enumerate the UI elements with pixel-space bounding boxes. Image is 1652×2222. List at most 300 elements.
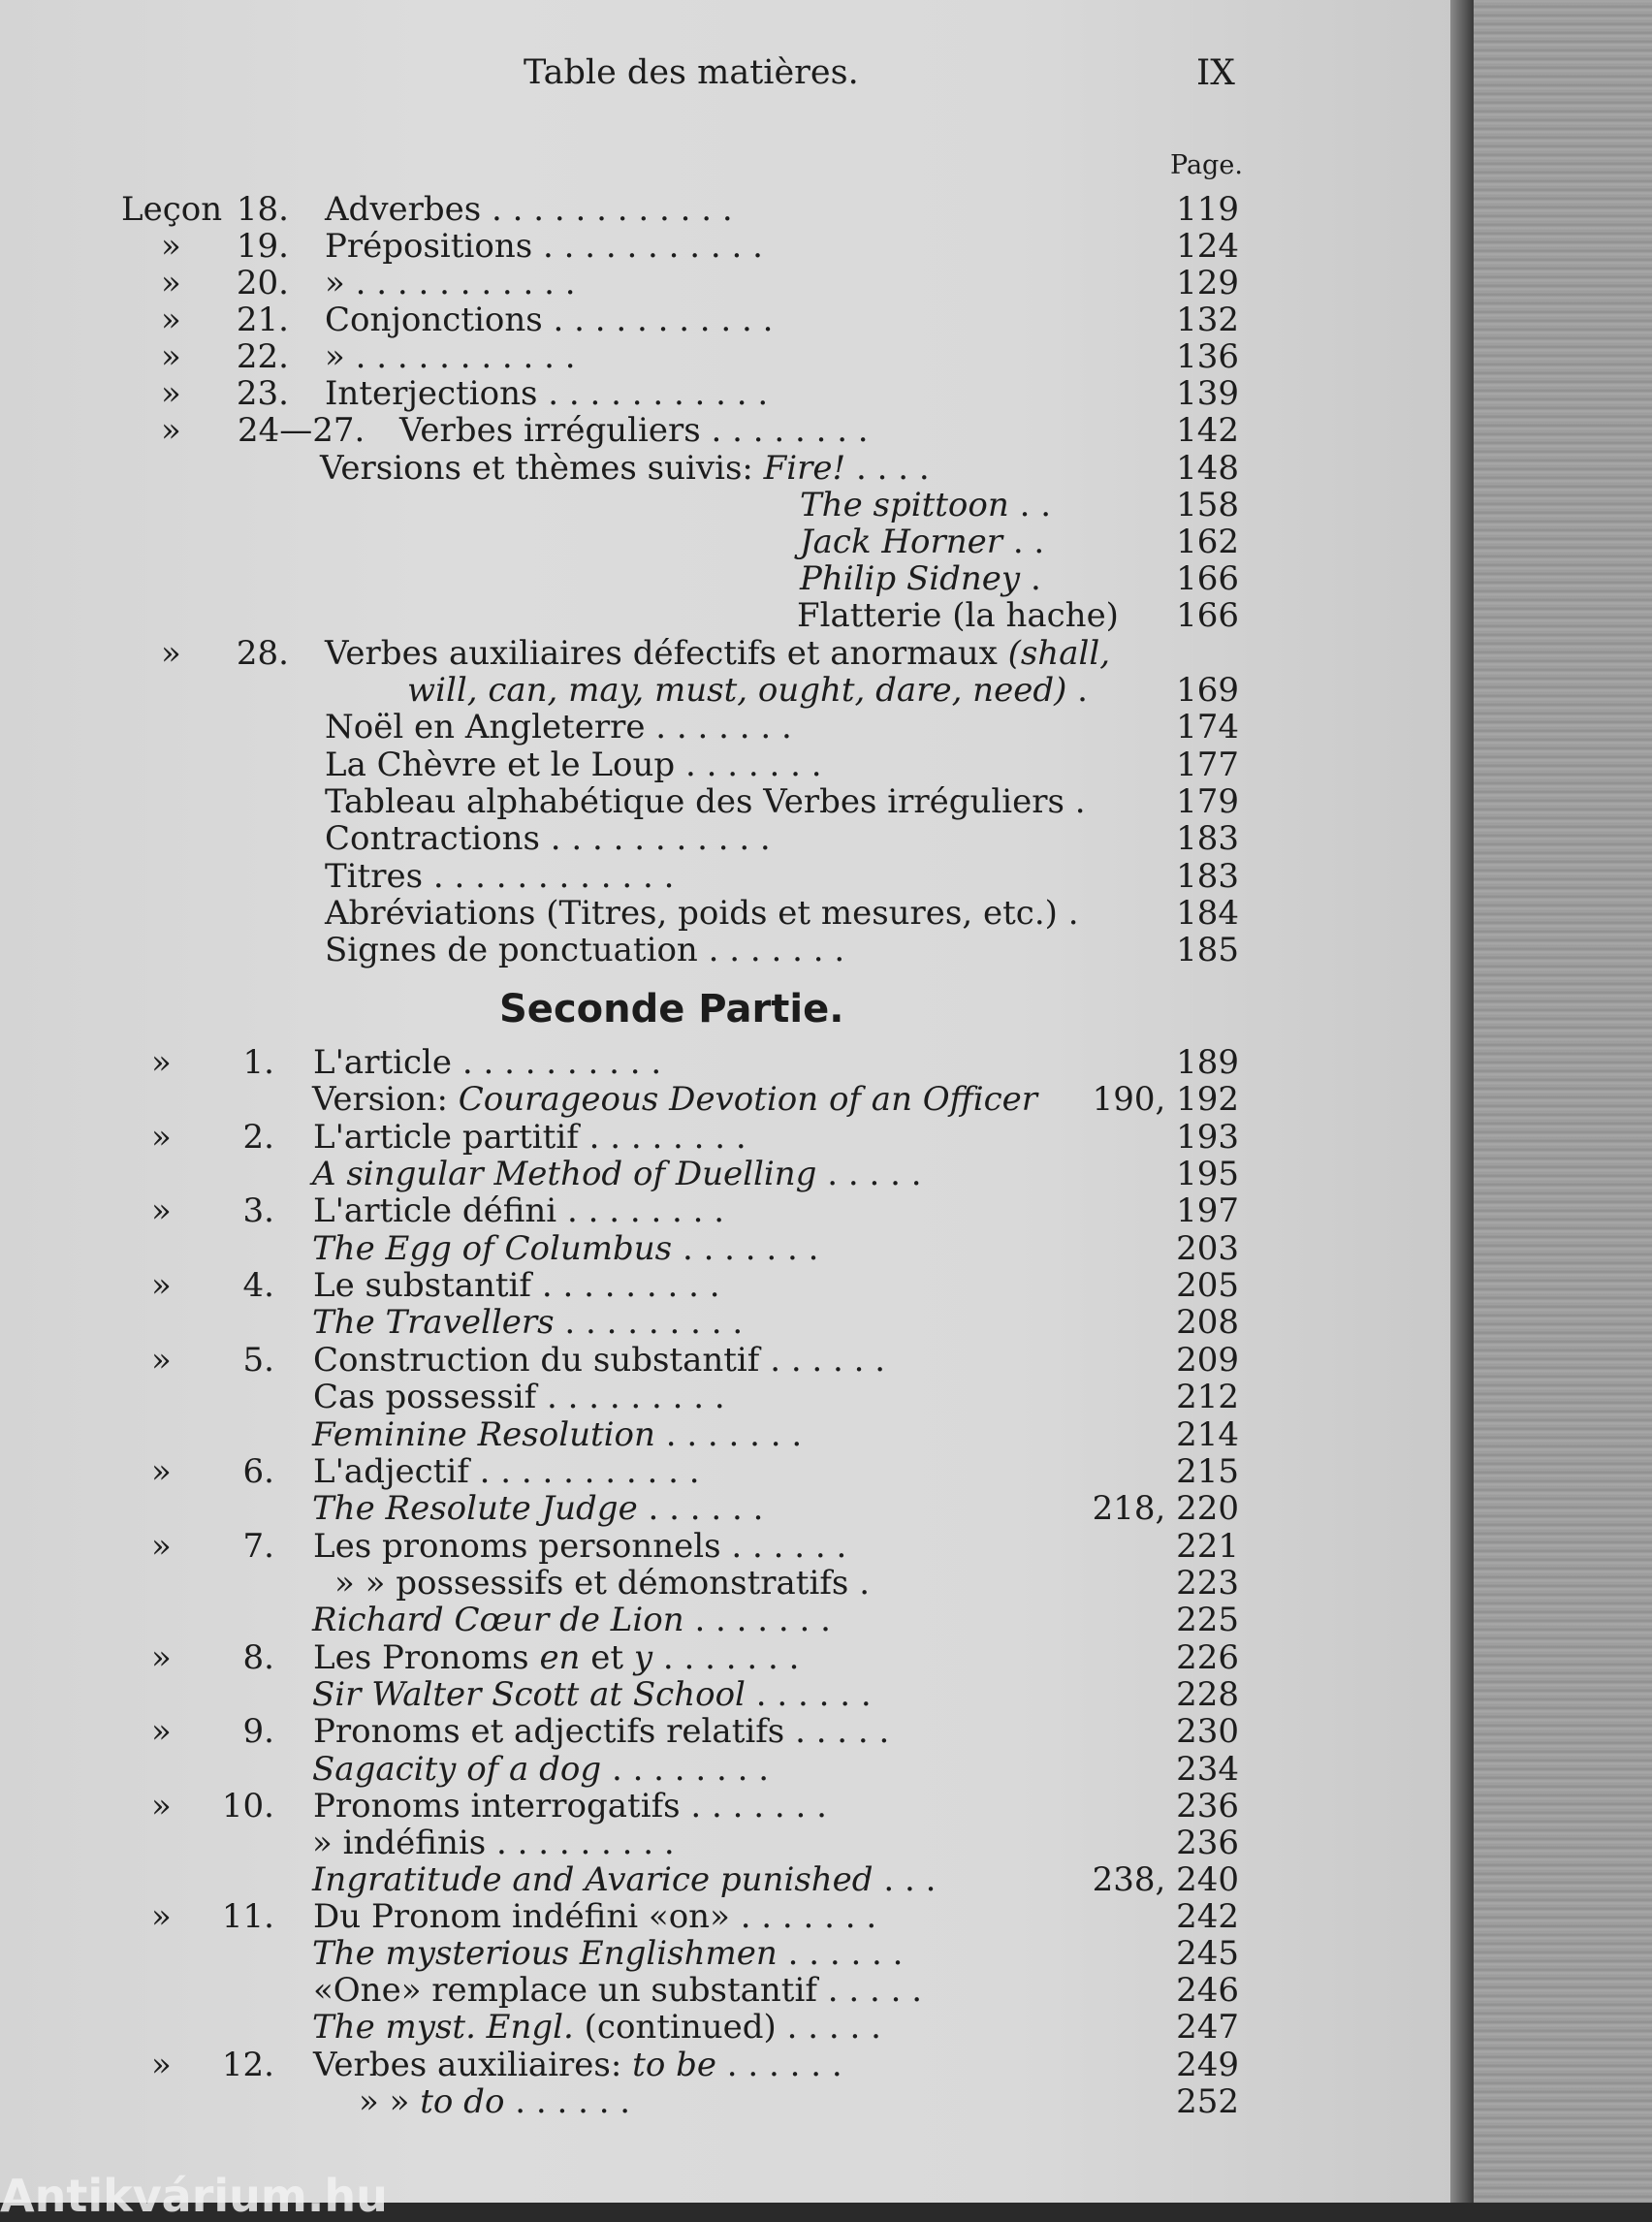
toc-entry-text (800, 560, 1041, 597)
toc-row (0, 1156, 1454, 1192)
leader-dots: . (1077, 671, 1088, 710)
toc-row (0, 524, 1454, 560)
leader-dots: . . . . . . . . (611, 1750, 770, 1789)
toc-page-number: 183 (1176, 819, 1239, 858)
toc-entry-label: Du Pronom indéfini «on» (313, 1897, 730, 1936)
toc-entry-label: Construction du substantif (313, 1341, 760, 1380)
toc-entry-label: L'article (313, 1043, 453, 1082)
toc-row (0, 2009, 1454, 2046)
toc-entry-text (325, 858, 674, 895)
leader-dots: . . . . . . (648, 1489, 764, 1528)
toc-entry-label: Tableau alphabétique des Verbes irréguliers (325, 782, 1064, 821)
toc-page-number: 184 (1176, 894, 1239, 933)
toc-entry-text (313, 1713, 889, 1750)
toc-row (0, 1490, 1454, 1527)
toc-entry-text (312, 1230, 818, 1267)
leader-dots: . . . . . . (787, 1934, 904, 1973)
toc-marker: » (161, 411, 181, 450)
toc-entry-italic: Sagacity of a dog (312, 1750, 602, 1789)
toc-lesson-number: 9. (242, 1712, 274, 1751)
toc-marker: » (151, 1527, 172, 1566)
toc-entry-label: (continued) (584, 2008, 777, 2047)
toc-row (0, 487, 1454, 524)
leader-dots: . . . . . (795, 1712, 890, 1751)
page-column-label: Page. (1170, 150, 1243, 180)
toc-marker: » (151, 1266, 172, 1305)
toc-row (0, 1751, 1454, 1788)
toc-entry-text (312, 1825, 675, 1861)
toc-page-number: 185 (1176, 931, 1239, 969)
toc-entry-label: L'article partitif (313, 1118, 579, 1157)
toc-entry-text (313, 1379, 725, 1415)
toc-page-number: 197 (1176, 1191, 1239, 1230)
toc-entry-text (312, 1861, 936, 1898)
toc-entry-label: Interjections (325, 374, 538, 413)
leader-dots: . . . . . . (726, 2046, 842, 2084)
watermark: Antikvárium.hu (0, 2170, 388, 2222)
toc-entry-label: Adverbes (325, 190, 482, 229)
toc-page-number: 169 (1176, 671, 1239, 710)
toc-lesson-number: 20. (236, 264, 289, 302)
toc-entry-text (313, 1639, 799, 1676)
toc-row (0, 895, 1454, 932)
toc-entry-label: Les Pronoms (313, 1638, 529, 1677)
toc-row (0, 672, 1454, 709)
toc-entry-italic: will, can, may, must, ought, dare, need) (407, 671, 1067, 710)
toc-entry-text (325, 302, 773, 338)
leader-dots: . . . . . . . (690, 1787, 827, 1825)
page-number: IX (1196, 53, 1235, 93)
toc-entry-text (312, 1304, 743, 1341)
toc-entry-text (313, 1788, 827, 1825)
leader-dots: . . . . . . . (694, 1601, 831, 1639)
toc-row (0, 597, 1454, 634)
toc-page-number: 189 (1176, 1043, 1239, 1082)
toc-row (0, 1416, 1454, 1453)
toc-row (0, 1192, 1454, 1229)
toc-marker: » (151, 1452, 172, 1491)
toc-marker: » (161, 227, 181, 266)
leader-dots: . . . . . . . . . . . . (432, 857, 675, 896)
leader-dots: . . . . (856, 449, 930, 488)
toc-row (0, 412, 1454, 449)
toc-row (0, 1602, 1454, 1638)
leader-dots: . . . . . . . . . (541, 1266, 720, 1305)
toc-page-number: 228 (1176, 1675, 1239, 1714)
toc-entry-italic: (shall, (1007, 634, 1111, 673)
toc-row (0, 1788, 1454, 1825)
toc-row (0, 1119, 1454, 1156)
toc-entry-text (313, 1898, 876, 1935)
toc-entry-text (313, 2047, 842, 2083)
toc-entry-label: L'article défini (313, 1191, 557, 1230)
leader-dots: . . . . . . (731, 1527, 847, 1566)
toc-lesson-number: 28. (236, 634, 289, 673)
toc-page-number: 139 (1176, 374, 1239, 413)
leader-dots: . . . . . . . (662, 1638, 800, 1677)
toc-marker: » (161, 337, 181, 376)
toc-page-number: 124 (1176, 227, 1239, 266)
toc-page-number: 183 (1176, 857, 1239, 896)
toc-marker: » (151, 1712, 172, 1751)
toc-lesson-number: 2. (242, 1118, 274, 1157)
toc-lesson-number: 21. (236, 301, 289, 339)
toc-row (0, 1825, 1454, 1861)
toc-entry-italic: Jack Horner (800, 523, 1002, 561)
toc-row (0, 2047, 1454, 2083)
toc-entry-italic: Courageous Devotion of an Officer (458, 1080, 1038, 1119)
toc-entry-text (312, 1081, 1037, 1118)
toc-entry-text (325, 746, 822, 783)
toc-lesson-number: 5. (242, 1341, 274, 1380)
toc-entry-text (312, 1751, 769, 1788)
toc-lesson-number: 10. (221, 1787, 274, 1825)
toc-lesson-number: 23. (236, 374, 289, 413)
toc-lesson-number: 11. (221, 1897, 274, 1936)
leader-dots: . . . . . . . . . (564, 1303, 744, 1342)
toc-entry-italic: Feminine Resolution (312, 1415, 655, 1454)
toc-page-number: 190, 192 (1092, 1080, 1239, 1119)
toc-entry-text (800, 487, 1051, 524)
toc-page-number: 177 (1176, 746, 1239, 784)
toc-row (0, 783, 1454, 820)
toc-entry-text (313, 1119, 747, 1156)
toc-page-number: 166 (1176, 559, 1239, 598)
toc-entry-label: » indéfinis (312, 1824, 487, 1862)
toc-entry-italic: Richard Cœur de Lion (312, 1601, 684, 1639)
toc-page-number: 129 (1176, 264, 1239, 302)
toc-entry-text (399, 412, 869, 449)
leader-dots: . . (1012, 523, 1045, 561)
leader-dots: . (1067, 894, 1079, 933)
toc-marker: » (151, 1191, 172, 1230)
toc-page-number: 242 (1176, 1897, 1239, 1936)
toc-marker: » (161, 634, 181, 673)
toc-page-number: 208 (1176, 1303, 1239, 1342)
toc-entry-label: et (590, 1638, 624, 1677)
toc-lesson-number: 22. (236, 337, 289, 376)
leader-dots: . . . . . . . . . (546, 1378, 725, 1416)
toc-row (0, 191, 1454, 228)
page-header-title: Table des matières. (524, 53, 859, 92)
toc-entry-text (325, 820, 771, 857)
toc-page-number: 221 (1176, 1527, 1239, 1566)
toc-page-number: 230 (1176, 1712, 1239, 1751)
toc-entry-label: Abréviations (Titres, poids et mesures, etc.) (325, 894, 1058, 933)
toc-row (0, 1676, 1454, 1713)
toc-row (0, 228, 1454, 265)
toc-entry-text (312, 1416, 802, 1453)
toc-page-number: 119 (1176, 190, 1239, 229)
toc-entry-text (325, 338, 576, 375)
leader-dots: . (859, 1564, 870, 1603)
toc-row (0, 1528, 1454, 1565)
toc-entry-italic: The myst. Engl. (312, 2008, 574, 2047)
toc-row (0, 1565, 1454, 1602)
toc-entry-label: Flatterie (la hache) (797, 596, 1119, 635)
toc-entry-text (313, 1528, 846, 1565)
leader-dots: . . . . . . (755, 1675, 872, 1714)
toc-marker: » (151, 1638, 172, 1677)
toc-lesson-number: 4. (242, 1266, 274, 1305)
toc-row (0, 1044, 1454, 1081)
toc-entry-text (312, 1490, 763, 1527)
leader-dots: . . . . . . . . . . . (548, 374, 769, 413)
toc-entry-text (325, 932, 844, 968)
leader-dots: . . . . . . . (655, 708, 792, 746)
toc-page-number: 214 (1176, 1415, 1239, 1454)
toc-entry-italic: Philip Sidney (800, 559, 1021, 598)
toc-entry-italic: Sir Walter Scott at School (312, 1675, 746, 1714)
leader-dots: . . . . . (786, 2008, 881, 2047)
toc-marker: » (161, 264, 181, 302)
toc-row (0, 1342, 1454, 1379)
leader-dots: . . (1019, 486, 1052, 524)
toc-page-number: 142 (1176, 411, 1239, 450)
leader-dots: . (1074, 782, 1086, 821)
toc-row (0, 932, 1454, 968)
toc-page-number: 209 (1176, 1341, 1239, 1380)
toc-entry-label: Pronoms et adjectifs relatifs (313, 1712, 785, 1751)
toc-entry-label: » (325, 337, 345, 376)
toc-page-number: 212 (1176, 1378, 1239, 1416)
toc-entry-text (325, 228, 763, 265)
toc-lesson-number: 7. (242, 1527, 274, 1566)
toc-entry-label: Contractions (325, 819, 540, 858)
toc-entry-text (325, 265, 576, 302)
toc-page-number: 223 (1176, 1564, 1239, 1603)
toc-lesson-number: 3. (242, 1191, 274, 1230)
toc-row (0, 1267, 1454, 1304)
toc-entry-italic: y (633, 1638, 653, 1677)
toc-page-number: 218, 220 (1092, 1489, 1239, 1528)
leader-dots: . . . . . . (770, 1341, 886, 1380)
toc-page-number: 245 (1176, 1934, 1239, 1973)
toc-marker: » (161, 374, 181, 413)
leader-dots: . . . . . . (515, 2082, 631, 2121)
toc-entry-italic: Ingratitude and Avarice punished (312, 1860, 874, 1899)
toc-entry-label: Titres (325, 857, 424, 896)
toc-entry-label: Cas possessif (313, 1378, 537, 1416)
toc-entry-label: Les pronoms personnels (313, 1527, 721, 1566)
toc-entry-label: Le substantif (313, 1266, 532, 1305)
toc-page-number: 136 (1176, 337, 1239, 376)
toc-entry-text (313, 1972, 922, 2009)
toc-entry-label: La Chèvre et le Loup (325, 746, 676, 784)
leader-dots: . . . . . . . . . . . (355, 337, 576, 376)
toc-page-number: 193 (1176, 1118, 1239, 1157)
leader-dots: . . . . . . . . (711, 411, 869, 450)
toc-page-number: 166 (1176, 596, 1239, 635)
toc-lesson-number: 8. (242, 1638, 274, 1677)
leader-dots: . . . . . . . (665, 1415, 803, 1454)
toc-page-number: 132 (1176, 301, 1239, 339)
toc-entry-label: Pronoms interrogatifs (313, 1787, 681, 1825)
toc-row (0, 1379, 1454, 1415)
toc-row (0, 1639, 1454, 1676)
toc-page-number: 247 (1176, 2008, 1239, 2047)
toc-entry-text (312, 1602, 831, 1638)
leader-dots: . . . (883, 1860, 937, 1899)
toc-entry-text (312, 1156, 922, 1192)
leader-dots: . . . . . . . (685, 746, 822, 784)
toc-row (0, 1935, 1454, 1972)
toc-entry-label: Conjonctions (325, 301, 543, 339)
leader-dots: . (1030, 559, 1041, 598)
toc-row (0, 450, 1454, 487)
leader-dots: . . . . . . . . . . . (542, 227, 763, 266)
leader-dots: . . . . . . . . (566, 1191, 725, 1230)
toc-entry-italic: The mysterious Englishmen (312, 1934, 778, 1973)
toc-row (0, 1453, 1454, 1490)
toc-entry-text (325, 709, 792, 746)
background-surface (1474, 0, 1652, 2203)
toc-row (0, 635, 1454, 672)
toc-lesson-number: 6. (242, 1452, 274, 1491)
toc-entry-label: Noël en Angleterre (325, 708, 646, 746)
toc-row (0, 302, 1454, 338)
toc-marker: Leçon (121, 190, 223, 229)
toc-entry-text (800, 524, 1044, 560)
toc-entry-text (325, 635, 1110, 672)
leader-dots: . . . . . (827, 1971, 923, 2010)
leader-dots: . . . . . (827, 1155, 922, 1193)
toc-entry-label: L'adjectif (313, 1452, 469, 1491)
toc-page-number: 203 (1176, 1229, 1239, 1268)
toc-page-number: 174 (1176, 708, 1239, 746)
toc-page-number: 236 (1176, 1787, 1239, 1825)
toc-entry-text (325, 783, 1086, 820)
toc-entry-text (313, 1342, 885, 1379)
toc-page-number: 249 (1176, 2046, 1239, 2084)
leader-dots: . . . . . . . . . . (461, 1043, 662, 1082)
toc-marker: » (151, 1043, 172, 1082)
toc-entry-label: Signes de ponctuation (325, 931, 698, 969)
toc-page-number: 252 (1176, 2082, 1239, 2121)
toc-entry-italic: The Resolute Judge (312, 1489, 638, 1528)
toc-page-number: 246 (1176, 1971, 1239, 2010)
toc-entry-text (313, 1453, 700, 1490)
toc-lesson-number: 18. (236, 190, 289, 229)
toc-entry-label: Verbes irréguliers (399, 411, 701, 450)
toc-marker: » (151, 2046, 172, 2084)
toc-entry-label: » (325, 264, 345, 302)
toc-marker: » (151, 1341, 172, 1380)
toc-page-number: 158 (1176, 486, 1239, 524)
toc-page-number: 225 (1176, 1601, 1239, 1639)
toc-entry-label: Verbes auxiliaires: (313, 2046, 622, 2084)
toc-entry-text (312, 1935, 903, 1972)
toc-entry-italic: to do (420, 2082, 505, 2121)
toc-entry-italic: Fire! (763, 449, 846, 488)
toc-entry-label: » » possessifs et démonstratifs (334, 1564, 849, 1603)
toc-row (0, 746, 1454, 783)
leader-dots: . . . . . . . . . . . . (492, 190, 733, 229)
toc-entry-text (334, 1565, 870, 1602)
toc-entry-label: Versions et thèmes suivis: (320, 449, 753, 488)
toc-row (0, 709, 1454, 746)
toc-row (0, 560, 1454, 597)
toc-entry-text (313, 1044, 661, 1081)
toc-entry-italic: en (539, 1638, 581, 1677)
toc-row (0, 1230, 1454, 1267)
toc-page-number: 236 (1176, 1824, 1239, 1862)
toc-entry-italic: The Egg of Columbus (312, 1229, 673, 1268)
toc-entry-label: Verbes auxiliaires défectifs et anormaux (325, 634, 998, 673)
toc-entry-label: Prépositions (325, 227, 533, 266)
toc-page-number: 148 (1176, 449, 1239, 488)
leader-dots: . . . . . . . (740, 1897, 877, 1936)
toc-page-number: 205 (1176, 1266, 1239, 1305)
toc-row (0, 820, 1454, 857)
toc-marker: » (161, 301, 181, 339)
toc-entry-text (359, 2083, 630, 2120)
toc-row (0, 1861, 1454, 1898)
toc-page-number: 215 (1176, 1452, 1239, 1491)
toc-page-number: 226 (1176, 1638, 1239, 1677)
toc-marker: » (151, 1897, 172, 1936)
toc-row (0, 858, 1454, 895)
toc-entry-label: Version: (312, 1080, 448, 1119)
toc-entry-label: «One» remplace un substantif (313, 1971, 817, 2010)
toc-row (0, 1081, 1454, 1118)
toc-row (0, 338, 1454, 375)
toc-row (0, 2083, 1454, 2120)
toc-lesson-number: 19. (236, 227, 289, 266)
toc-entry-text (407, 672, 1088, 709)
toc-page-number: 234 (1176, 1750, 1239, 1789)
toc-entry-italic: A singular Method of Duelling (312, 1155, 817, 1193)
toc-page-number: 195 (1176, 1155, 1239, 1193)
toc-row (0, 375, 1454, 412)
toc-row (0, 265, 1454, 302)
toc-page-number: 238, 240 (1092, 1860, 1239, 1899)
leader-dots: . . . . . . . (682, 1229, 819, 1268)
toc-lesson-number: 24—27. (238, 411, 365, 450)
toc-entry-italic: The Travellers (312, 1303, 555, 1342)
toc-marker: » (151, 1118, 172, 1157)
toc-entry-text (312, 1676, 872, 1713)
toc-marker: » (151, 1787, 172, 1825)
toc-row (0, 1898, 1454, 1935)
toc-entry-italic: The spittoon (800, 486, 1009, 524)
toc-entry-italic: to be (632, 2046, 716, 2084)
toc-lesson-number: 12. (221, 2046, 274, 2084)
toc-entry-text (325, 895, 1079, 932)
toc-entry-label: » » (359, 2082, 410, 2121)
leader-dots: . . . . . . . . . . . (550, 819, 771, 858)
toc-entry-text (312, 2009, 881, 2046)
toc-lesson-number: 1. (242, 1043, 274, 1082)
toc-entry-text (325, 375, 768, 412)
toc-entry-text (313, 1192, 724, 1229)
leader-dots: . . . . . . . . . . . (553, 301, 774, 339)
leader-dots: . . . . . . . . . . . (355, 264, 576, 302)
toc-page-number: 162 (1176, 523, 1239, 561)
leader-dots: . . . . . . . . . . . (479, 1452, 700, 1491)
leader-dots: . . . . . . . . (588, 1118, 747, 1157)
toc-entry-text (325, 191, 733, 228)
toc-page-number: 179 (1176, 782, 1239, 821)
toc-row (0, 1304, 1454, 1341)
leader-dots: . . . . . . . (708, 931, 845, 969)
leader-dots: . . . . . . . . . (495, 1824, 675, 1862)
toc-entry-text (320, 450, 930, 487)
toc-row (0, 1713, 1454, 1750)
toc-entry-text (313, 1267, 720, 1304)
section-title: Seconde Partie. (499, 987, 844, 1032)
toc-row (0, 1972, 1454, 2009)
